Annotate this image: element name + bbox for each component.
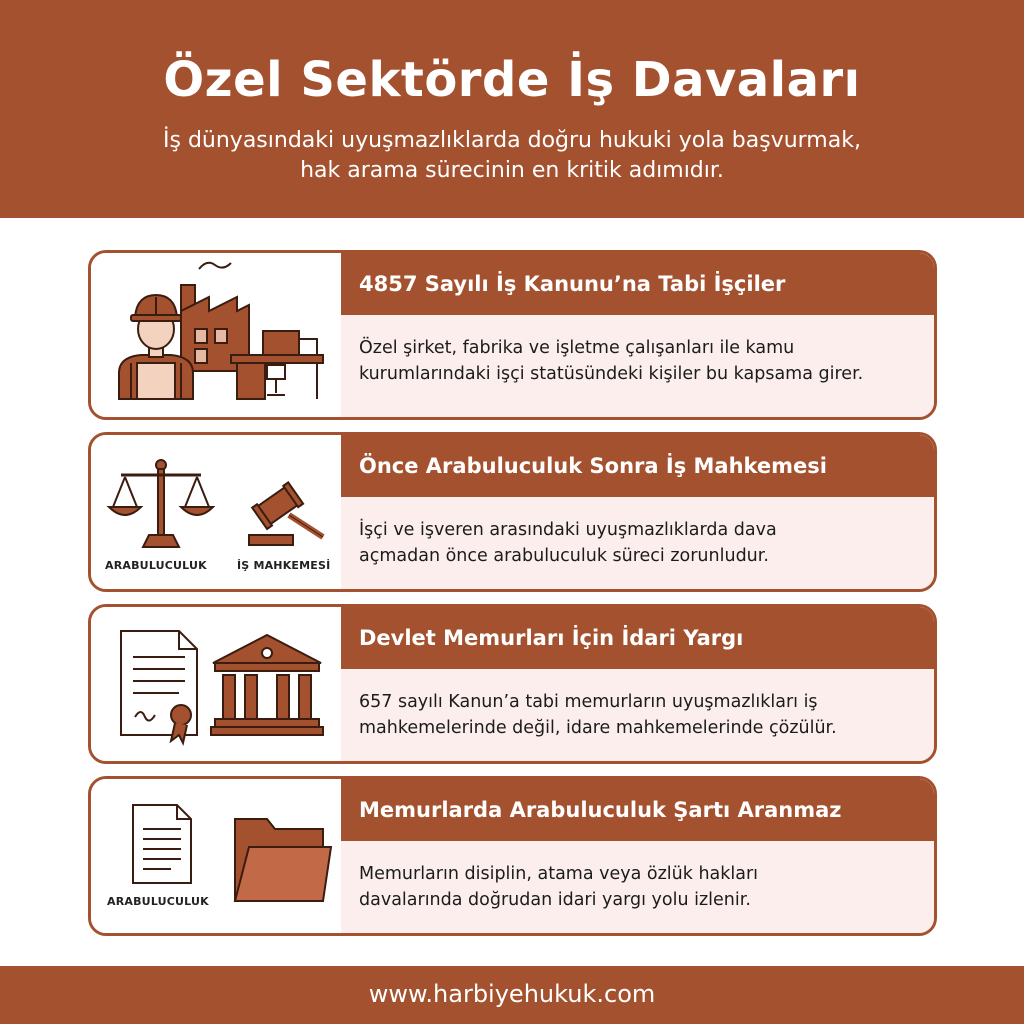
card-body: [341, 315, 934, 387]
scales-icon-label: ARABULUCULUK: [105, 559, 207, 572]
card-title: Önce Arabuluculuk Sonra İş Mahkemesi: [341, 435, 934, 497]
card-body: [341, 497, 934, 569]
card-content: [341, 435, 934, 589]
document-icon: [133, 805, 191, 883]
card-icons: [91, 435, 341, 589]
courthouse-icon: [211, 635, 323, 735]
card-icons: [91, 607, 341, 761]
card-title: 4857 Sayılı İş Kanunu’na Tabi İşçiler: [341, 253, 934, 315]
info-card-arabuluculuk: [88, 432, 937, 592]
certificate-document-icon: [121, 631, 197, 743]
card-body-line-2: davalarında doğrudan idari yargı yolu izlenir.: [359, 890, 751, 910]
card-content: [341, 779, 934, 933]
card-body-line-2: kurumlarındaki işçi statüsündeki kişiler bu kapsama girer.: [359, 364, 864, 384]
card-body: [341, 669, 934, 741]
card-body-line-1: 657 sayılı Kanun’a tabi memurların uyuşmazlıkları iş: [359, 692, 818, 712]
card-body: [341, 841, 934, 913]
card-body-line-1: İşçi ve işveren arasındaki uyuşmazlıklarda dava: [359, 520, 777, 540]
card-illustration: [91, 779, 341, 933]
card-title: Devlet Memurları İçin İdari Yargı: [341, 607, 934, 669]
card-body-line-1: Memurların disiplin, atama veya özlük hakları: [359, 864, 759, 884]
info-card-isci: [88, 250, 937, 420]
gavel-icon-label: İŞ MAHKEMESİ: [237, 559, 331, 572]
card-content: [341, 607, 934, 761]
card-icons: [91, 253, 341, 417]
card-illustration: [91, 253, 341, 417]
card-body-line-2: açmadan önce arabuluculuk süreci zorunludur.: [359, 546, 769, 566]
info-card-idari-yargi: [88, 604, 937, 764]
footer-banner: [0, 966, 1024, 1024]
card-illustration: [91, 607, 341, 761]
subtitle-line-2: hak arama sürecinin en kritik adımıdır.: [300, 158, 724, 183]
page-title: Özel Sektörde İş Davaları: [163, 52, 861, 108]
folder-icon: [235, 819, 331, 901]
card-icons: [91, 779, 341, 933]
website-link[interactable]: www.harbiyehukuk.com: [368, 980, 656, 1008]
card-body-line-2: mahkemelerinde değil, idare mahkemelerinde çözülür.: [359, 718, 837, 738]
card-title: Memurlarda Arabuluculuk Şartı Aranmaz: [341, 779, 934, 841]
document-icon-label: ARABULUCULUK: [107, 895, 209, 908]
gavel-icon: [249, 482, 323, 545]
card-body-line-1: Özel şirket, fabrika ve işletme çalışanları ile kamu: [359, 338, 795, 358]
info-card-memur-arabuluculuk: [88, 776, 937, 936]
page-subtitle: [0, 126, 1024, 186]
card-content: [341, 253, 934, 417]
header-banner: [0, 0, 1024, 218]
subtitle-line-1: İş dünyasındaki uyuşmazlıklarda doğru hukuki yola başvurmak,: [163, 128, 861, 153]
scales-icon: [109, 460, 213, 547]
